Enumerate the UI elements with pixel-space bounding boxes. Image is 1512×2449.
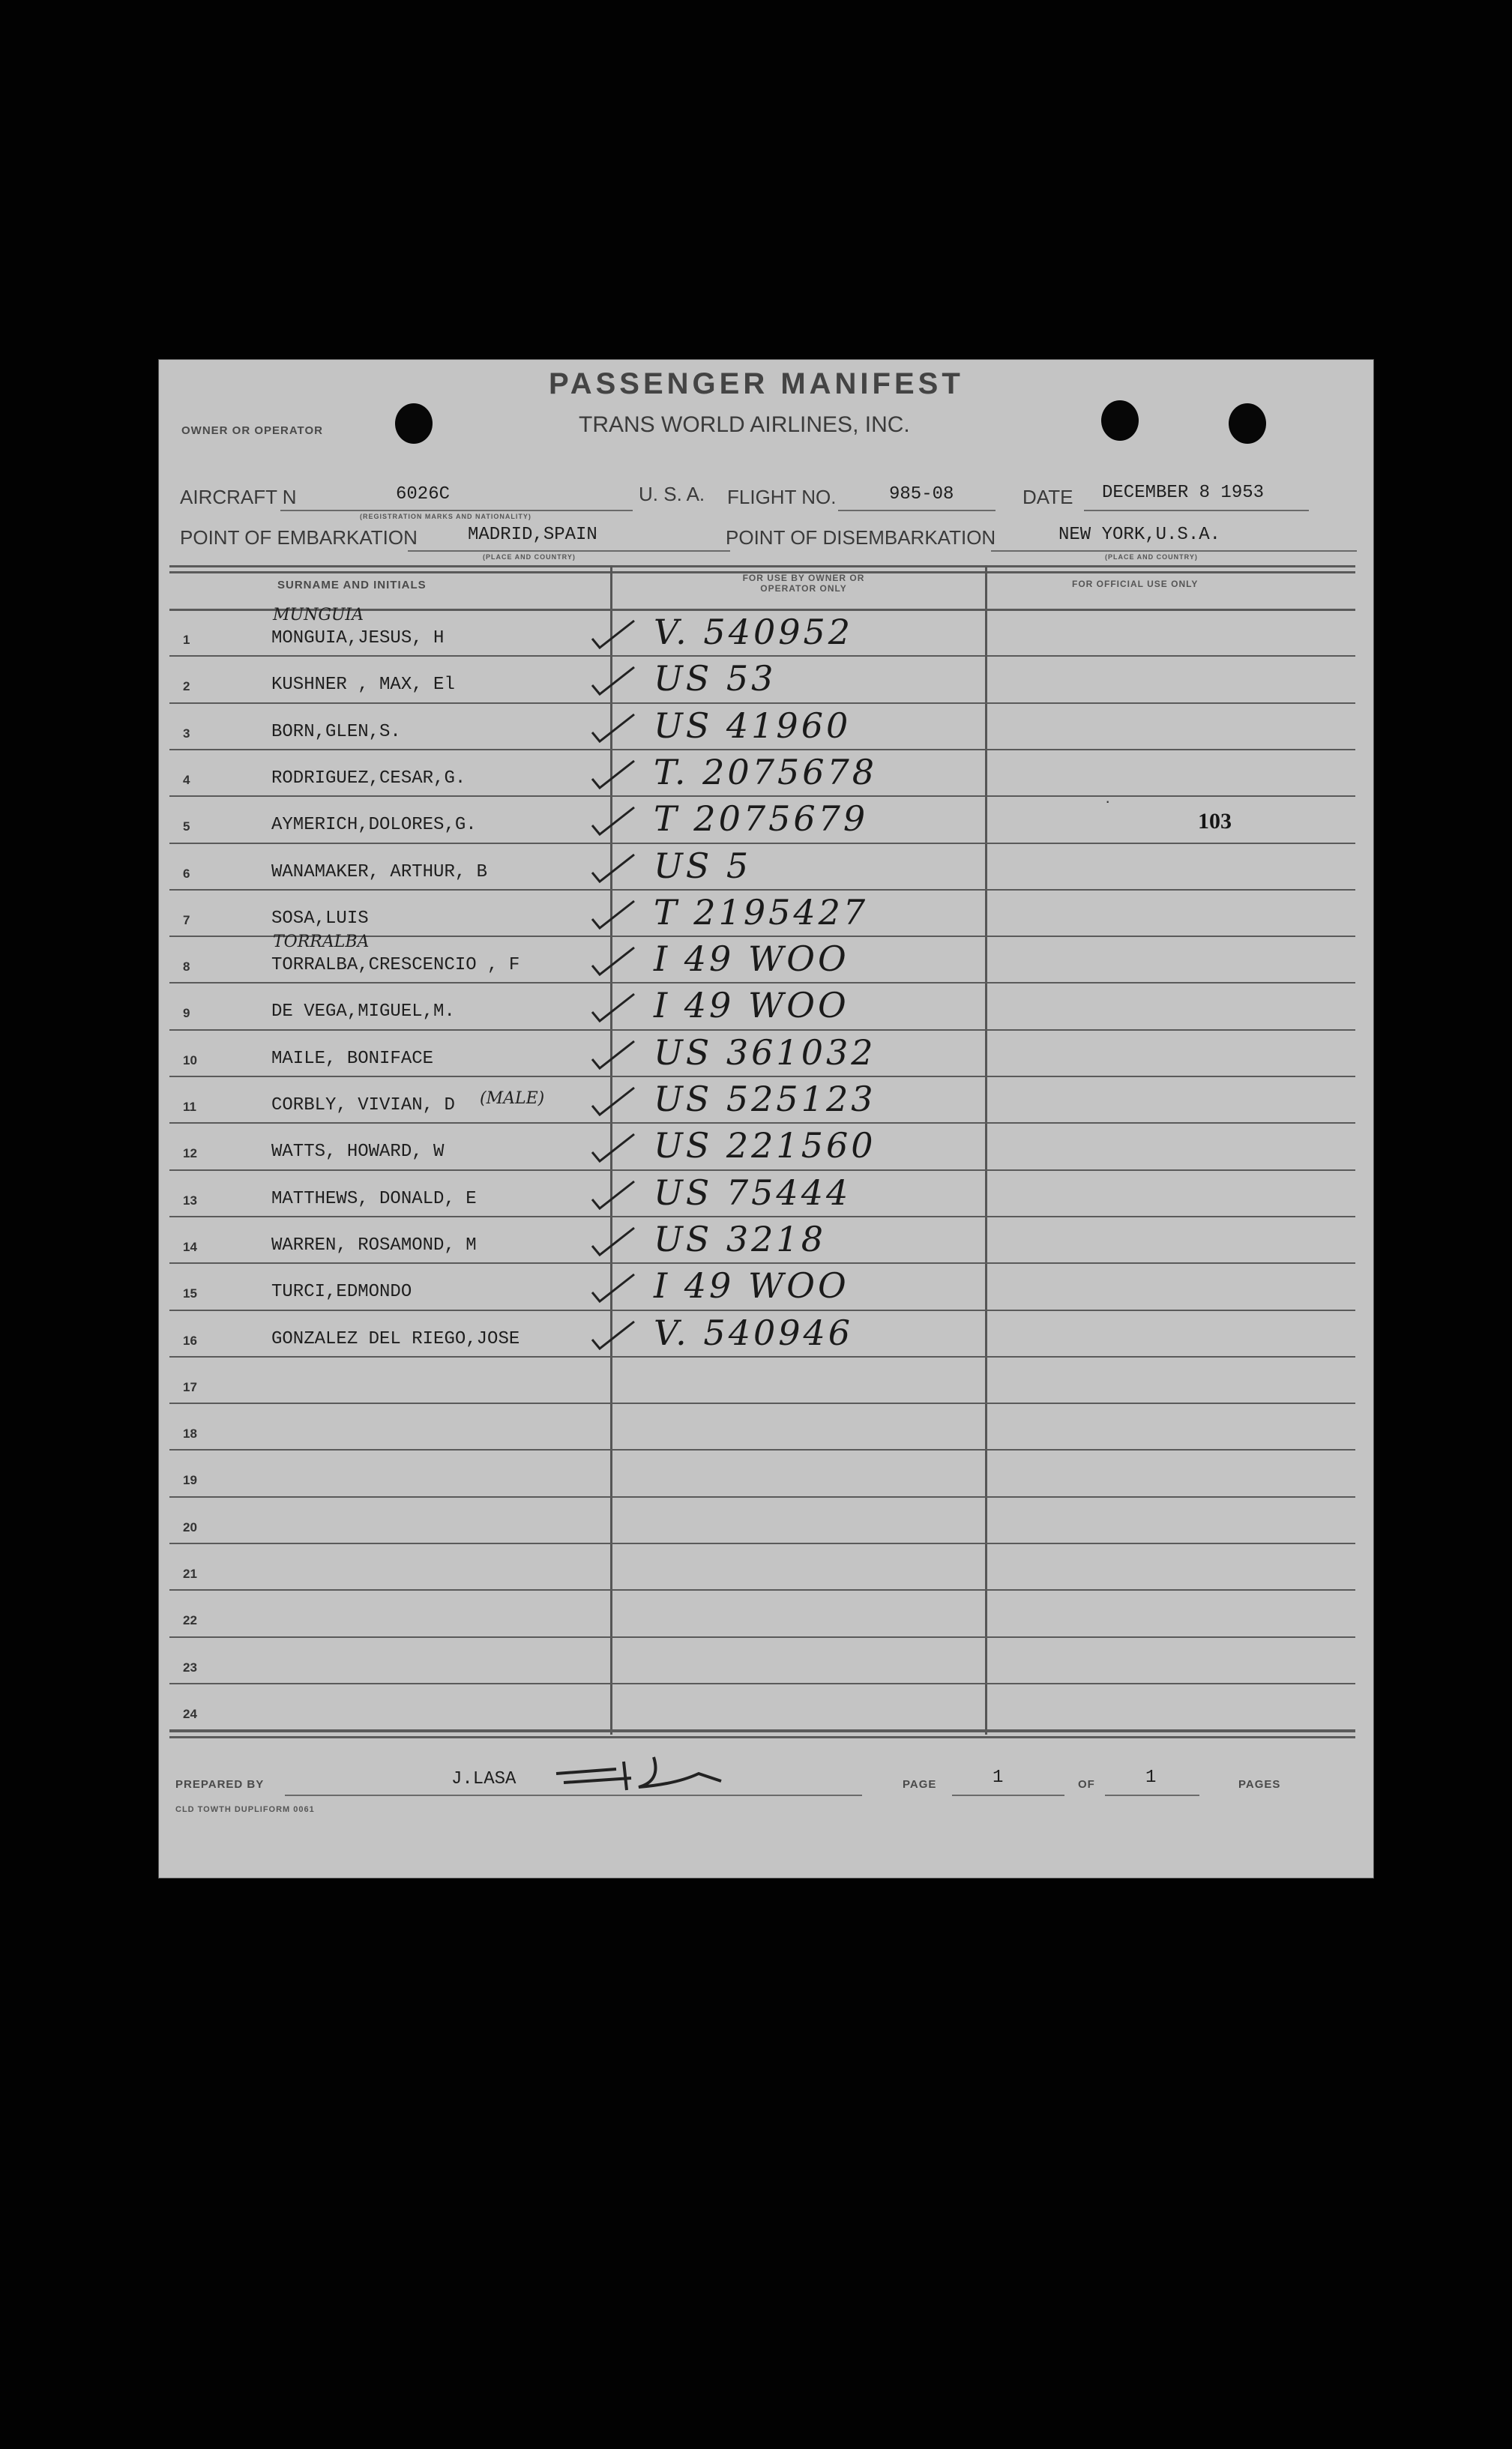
passenger-name: TURCI,EDMONDO [271,1282,412,1303]
aircraft-underline [280,510,633,511]
row-number: 12 [183,1146,197,1161]
row-number: 22 [183,1613,197,1628]
row-number: 18 [183,1427,197,1442]
document-number-handwritten: T 2075679 [654,798,869,840]
passenger-name: MATTHEWS, DONALD, E [271,1188,477,1209]
passenger-name: SOSA,LUIS [271,908,369,929]
check-mark-icon [588,1177,640,1214]
row-number: 3 [183,726,190,741]
passenger-name: AYMERICH,DOLORES,G. [271,815,477,836]
document-number-handwritten: I 49 WOO [654,939,849,980]
table-row [159,702,1373,749]
signature-scrawl [549,1751,729,1796]
table-bottom-rule [169,1730,1355,1732]
passenger-name: KUSHNER , MAX, El [271,675,455,696]
check-mark-icon [588,616,640,654]
passenger-name: DE VEGA,MIGUEL,M. [271,1001,455,1022]
page-label: PAGE [903,1778,937,1791]
row-number: 4 [183,772,190,787]
page-underline [952,1795,1064,1796]
table-row [159,655,1373,702]
row-number: 1 [183,633,190,647]
row-number: 19 [183,1473,197,1488]
col-header-surname: SURNAME AND INITIALS [277,579,427,591]
table-row [159,933,1373,982]
form-code: CLD TOWTH DUPLIFORM 0061 [175,1805,315,1814]
passenger-name: TORRALBA,CRESCENCIO , F [271,955,520,976]
passenger-name: MONGUIA,JESUS, H [271,628,445,648]
table-row [159,1496,1373,1543]
table-row [159,1262,1373,1309]
document-number-handwritten: T. 2075678 [654,751,878,792]
prepared-label: PREPARED BY [175,1778,265,1791]
handwritten-note: MUNGUIA [273,606,364,624]
punch-hole-right [1101,400,1139,441]
disembark-label: POINT OF DISEMBARKATION [726,526,996,549]
row-number: 5 [183,819,190,834]
punch-hole-far-right [1229,403,1266,444]
disembark-value: NEW YORK,U.S.A. [1058,525,1221,545]
airline-name: TRANS WORLD AIRLINES, INC. [579,412,910,437]
passenger-name: BORN,GLEN,S. [271,721,401,742]
check-mark-icon [588,850,640,888]
date-label: DATE [1022,486,1073,508]
disembark-underline [991,550,1357,552]
table-bottom-rule-2 [169,1736,1355,1738]
flight-label: FLIGHT NO. [727,486,837,508]
check-mark-icon [588,1037,640,1074]
document-number-handwritten: US 525123 [654,1079,876,1119]
document-number-handwritten: I 49 WOO [654,1265,849,1307]
passenger-name: WATTS, HOWARD, W [271,1142,445,1163]
date-underline [1084,510,1309,511]
table-row [159,1636,1373,1683]
date-value: DECEMBER 8 1953 [1102,483,1265,503]
passenger-name: RODRIGUEZ,CESAR,G. [271,768,466,789]
owner-label: OWNER OR OPERATOR [181,424,323,437]
of-underline [1105,1795,1199,1796]
document-number-handwritten: US 221560 [654,1125,876,1166]
document-number-handwritten: I 49 WOO [654,985,849,1026]
check-mark-icon [588,943,640,980]
row-number: 20 [183,1519,197,1534]
punch-hole-left [395,403,433,444]
table-row [159,1683,1373,1729]
flight-value: 985-08 [889,484,954,504]
table-row [159,889,1373,936]
table-row [159,1543,1373,1589]
aircraft-label: AIRCRAFT N [180,486,297,508]
row-number: 8 [183,960,190,975]
prepared-value: J.LASA [451,1769,516,1789]
document-number-handwritten: US 41960 [654,705,852,746]
table-row [159,1076,1373,1122]
passenger-name: WANAMAKER, ARTHUR, B [271,861,488,882]
row-number: 10 [183,1052,197,1067]
row-number: 13 [183,1193,197,1208]
manifest-title: PASSENGER MANIFEST [549,367,964,400]
table-row [159,1356,1373,1403]
row-number: 23 [183,1660,197,1675]
official-mark: · [1105,792,1111,810]
table-row [159,982,1373,1028]
row-number: 6 [183,866,190,881]
row-number: 24 [183,1706,197,1721]
check-mark-icon [588,756,640,794]
table-row [159,1310,1373,1356]
document-number-handwritten: US 361032 [654,1031,876,1073]
pages-label: PAGES [1238,1778,1281,1791]
passenger-name: CORBLY, VIVIAN, D [271,1095,455,1115]
passenger-name: WARREN, ROSAMOND, M [271,1235,477,1256]
passenger-name: GONZALEZ DEL RIEGO,JOSE [271,1328,520,1349]
aircraft-caption: (REGISTRATION MARKS AND NATIONALITY) [360,513,531,520]
row-number: 14 [183,1239,197,1254]
check-mark-icon [588,1130,640,1167]
check-mark-icon [588,1083,640,1121]
table-row [159,1449,1373,1495]
of-label: OF [1078,1778,1095,1791]
table-row [159,1029,1373,1076]
table-row [159,1216,1373,1262]
page-value: 1 [993,1768,1004,1788]
table-row [159,1403,1373,1449]
embark-label: POINT OF EMBARKATION [180,526,418,549]
aircraft-value: 6026C [396,484,451,504]
row-number: 11 [183,1100,196,1114]
table-row [159,1122,1373,1169]
embark-underline [408,550,730,552]
check-mark-icon [588,1317,640,1355]
check-mark-icon [588,897,640,934]
embark-value: MADRID,SPAIN [468,525,597,545]
document-number-handwritten: V. 540952 [654,612,854,652]
of-value: 1 [1145,1768,1157,1788]
embark-caption: (PLACE AND COUNTRY) [483,553,576,561]
check-mark-icon [588,663,640,700]
official-use-value: 103 [1198,809,1232,834]
table-row [159,1169,1373,1216]
table-row [159,795,1373,842]
passenger-name: MAILE, BONIFACE [271,1048,434,1069]
row-number: 9 [183,1006,190,1021]
row-number: 17 [183,1379,197,1394]
usa-label: U. S. A. [639,483,705,505]
col-header-owner-use [729,573,879,594]
check-mark-icon [588,803,640,840]
row-number: 7 [183,912,190,927]
row-number: 15 [183,1286,197,1301]
document-number-handwritten: US 3218 [654,1218,826,1259]
row-number: 21 [183,1567,197,1581]
table-row [159,843,1373,889]
document-number-handwritten: US 5 [654,845,752,886]
row-number: 2 [183,679,190,694]
document-number-handwritten: T 2195427 [654,891,869,933]
document-number-handwritten: V. 540946 [654,1312,854,1353]
document-number-handwritten: US 75444 [654,1172,852,1213]
table-row [159,749,1373,795]
handwritten-note: (MALE) [480,1089,545,1108]
check-mark-icon [588,989,640,1027]
col-header-owner-use-text: FOR USE BY OWNER OR OPERATOR ONLY [742,573,865,594]
check-mark-icon [588,1270,640,1307]
check-mark-icon [588,710,640,747]
table-row [159,606,1373,655]
document-number-handwritten: US 53 [654,658,777,699]
row-number: 16 [183,1333,197,1348]
manifest-sheet [159,360,1373,1878]
disembark-caption: (PLACE AND COUNTRY) [1105,553,1198,561]
table-top-rule [169,565,1355,567]
handwritten-note: TORRALBA [273,933,370,952]
col-header-official-use: FOR OFFICIAL USE ONLY [1072,579,1199,589]
flight-underline [838,510,996,511]
table-row [159,1589,1373,1636]
check-mark-icon [588,1223,640,1261]
